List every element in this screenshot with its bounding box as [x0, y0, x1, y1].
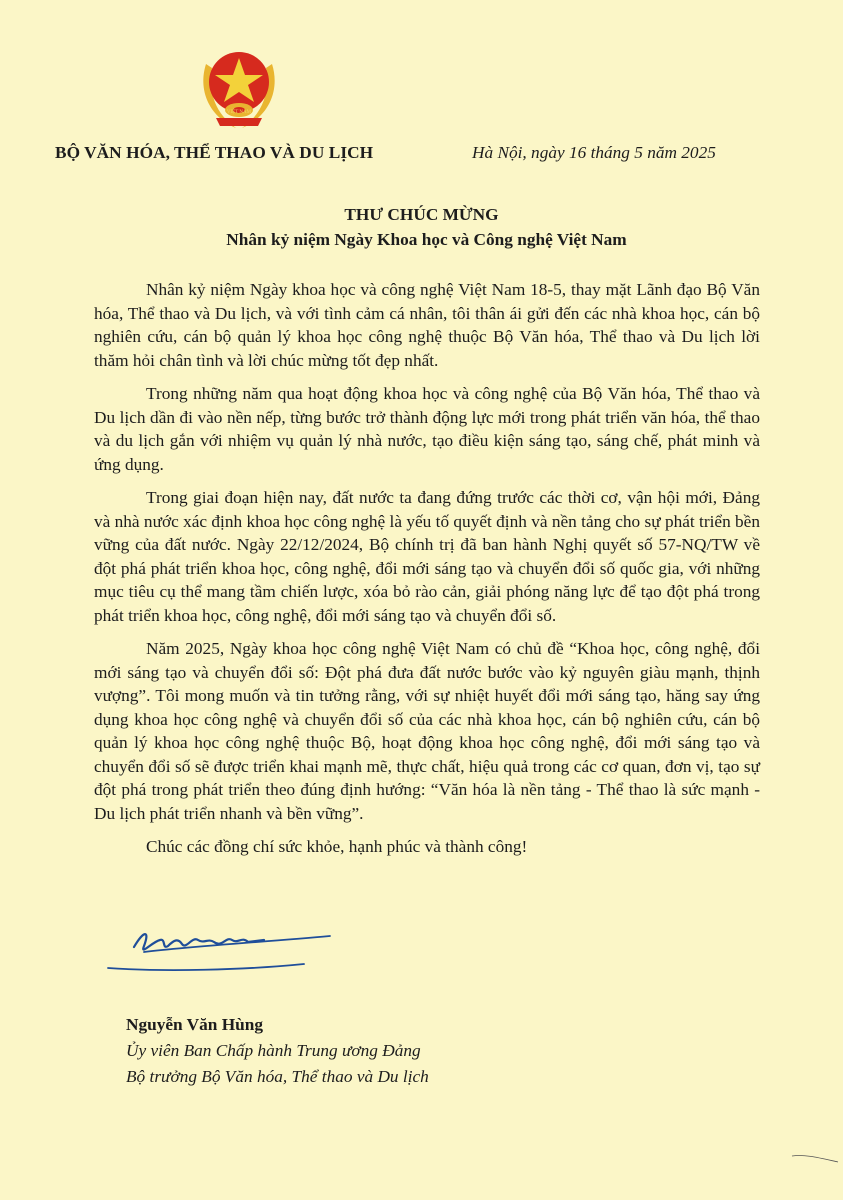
handwritten-signature — [104, 912, 344, 982]
place-date-line: Hà Nội, ngày 16 tháng 5 năm 2025 — [472, 143, 716, 162]
ministry-name: BỘ VĂN HÓA, THỂ THAO VÀ DU LỊCH — [55, 143, 374, 162]
national-emblem-icon — [196, 44, 282, 132]
letter-title: THƯ CHÚC MỪNG — [344, 205, 499, 224]
signer-title-2: Bộ trưởng Bộ Văn hóa, Thể thao và Du lịch — [126, 1067, 429, 1086]
closing-wish: Chúc các đồng chí sức khỏe, hạnh phúc và thành công! — [146, 837, 528, 856]
signer-name: Nguyễn Văn Hùng — [126, 1015, 264, 1034]
paragraph: Trong những năm qua hoạt động khoa học và công nghệ của Bộ Văn hóa, Thể thao và Du lịch dần đi vào nền nếp, từng bước trở thành động lực mới trong phát triển văn hóa, thể thao và du lịch gắn với nhiệm vụ quản lý nhà nước, tạo điều kiện sáng tạo, sáng chế, phát minh và ứng dụng. — [94, 384, 760, 474]
letter-body — [94, 278, 760, 869]
letter-subtitle: Nhân kỷ niệm Ngày Khoa học và Công nghệ Việt Nam — [226, 230, 627, 249]
paragraph: Năm 2025, Ngày khoa học công nghệ Việt Nam có chủ đề “Khoa học, công nghệ, đổi mới sáng tạo và chuyển đổi số: Đột phá đưa đất nước bước vào kỷ nguyên giàu mạnh, thịnh vượng”. Tôi mong muốn và tin tưởng rằng, với sự nhiệt huyết đổi mới sáng tạo, hăng say ứng dụng khoa học công nghệ và chuyển đổi số của các nhà khoa học, cán bộ nghiên cứu, cán bộ quản lý khoa học công nghệ thuộc Bộ, hoạt động khoa học công nghệ, đổi mới sáng tạo và chuyển đổi số sẽ được triển khai mạnh mẽ, thực chất, hiệu quả trong các cơ quan, đơn vị, tạo sự đột phá trong phát triển theo đúng định hướng: “Văn hóa là nền tảng - Thể thao là sức mạnh - Du lịch phát triển nhanh và bền vững”. — [94, 639, 760, 823]
paragraph: Nhân kỷ niệm Ngày khoa học và công nghệ Việt Nam 18-5, thay mặt Lãnh đạo Bộ Văn hóa, Thể thao và Du lịch, và với tình cảm cá nhân, tôi thân ái gửi đến các nhà khoa học, cán bộ nghiên cứu, cán bộ quản lý khoa học công nghệ thuộc Bộ Văn hóa, Thể thao và Du lịch lời thăm hỏi chân tình và lời chúc mừng tốt đẹp nhất. — [94, 280, 760, 370]
signer-title-1: Ủy viên Ban Chấp hành Trung ương Đảng — [126, 1041, 421, 1060]
paper-mark — [790, 1148, 840, 1168]
paragraph: Trong giai đoạn hiện nay, đất nước ta đang đứng trước các thời cơ, vận hội mới, Đảng và nhà nước xác định khoa học công nghệ là yếu tố quyết định và nền tảng cho sự phát triển bền vững của đất nước. Ngày 22/12/2024, Bộ chính trị đã ban hành Nghị quyết số 57-NQ/TW về đột phá phát triển khoa học, công nghệ, đổi mới sáng tạo và chuyển đổi số quốc gia, với những mục tiêu cụ thể mang tầm chiến lược, xóa bỏ rào cản, giải phóng năng lực để tạo đột phá trong phát triển khoa học, công nghệ, đổi mới sáng tạo và chuyển đổi số. — [94, 488, 760, 625]
emblem-ribbon-text: VIỆT NAM — [226, 110, 252, 115]
